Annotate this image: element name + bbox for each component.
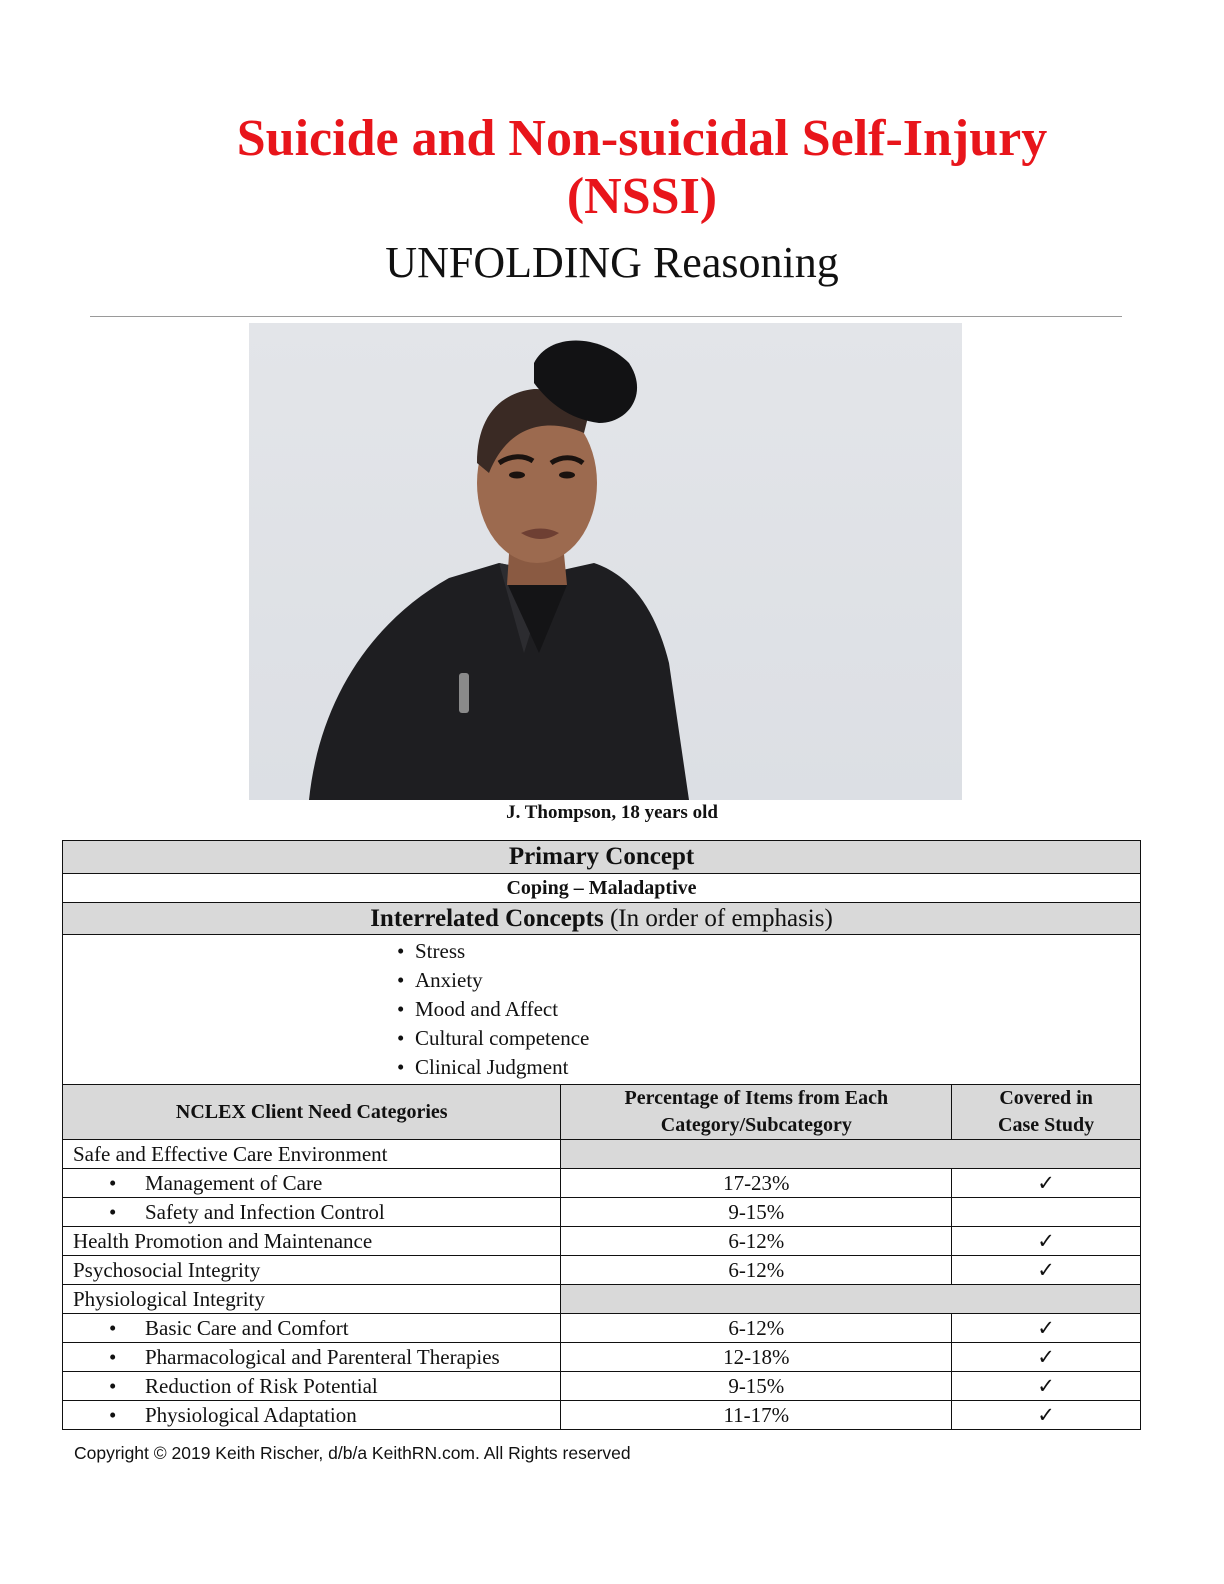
nclex-row	[63, 1314, 1141, 1343]
interrelated-concept-item	[397, 937, 1140, 966]
subtitle-text: UNFOLDING Reasoning	[385, 238, 839, 287]
bullet-icon: •	[109, 1315, 117, 1340]
nclex-category-cell	[63, 1343, 561, 1372]
photo-caption-text: J. Thompson, 18 years old	[506, 802, 718, 823]
nclex-col-covered-line1: Covered in	[999, 1087, 1093, 1109]
patient-photo-illustration	[249, 323, 962, 800]
bullet-icon: •	[397, 1026, 405, 1050]
nclex-row	[63, 1140, 1141, 1169]
checkmark-icon: ✓	[952, 1256, 1141, 1285]
nclex-percent-cell: 6-12%	[561, 1314, 952, 1343]
nclex-percent-cell: 11-17%	[561, 1401, 952, 1430]
nclex-col-covered-line2: Case Study	[998, 1114, 1095, 1136]
nclex-row	[63, 1401, 1141, 1430]
title-line-2: (NSSI)	[566, 168, 718, 225]
interrelated-list-row	[63, 935, 1141, 1085]
nclex-category-label: Pharmacological and Parenteral Therapies	[145, 1344, 500, 1369]
interrelated-concepts-list	[63, 935, 1140, 1084]
interrelated-concept-label: Stress	[415, 939, 466, 963]
title-line-1: Suicide and Non-suicidal Self-Injury	[236, 110, 1048, 167]
document-title	[0, 110, 1224, 226]
nclex-category-cell	[63, 1401, 561, 1430]
document-subtitle	[0, 238, 1224, 288]
bullet-icon: •	[109, 1402, 117, 1427]
bullet-icon: •	[109, 1344, 117, 1369]
nclex-col-covered	[952, 1085, 1141, 1140]
nclex-col-percentage-line1: Percentage of Items from Each	[624, 1087, 889, 1109]
nclex-category-cell	[63, 1256, 561, 1285]
nclex-category-cell	[63, 1140, 561, 1169]
checkmark-icon: ✓	[952, 1343, 1141, 1372]
interrelated-heading-row	[63, 903, 1141, 935]
nclex-percent-cell: 6-12%	[561, 1227, 952, 1256]
nclex-header-row	[63, 1085, 1141, 1140]
nclex-row	[63, 1343, 1141, 1372]
checkmark-icon: ✓	[952, 1169, 1141, 1198]
primary-concept-heading-row	[63, 841, 1141, 874]
interrelated-concept-label: Cultural competence	[415, 1026, 590, 1050]
concepts-table	[62, 840, 1141, 1430]
nclex-shaded-cell	[561, 1285, 1141, 1314]
checkmark-icon: ✓	[952, 1401, 1141, 1430]
nclex-row	[63, 1372, 1141, 1401]
nclex-category-cell	[63, 1372, 561, 1401]
nclex-category-label: Psychosocial Integrity	[73, 1257, 261, 1282]
photo-caption	[0, 802, 1224, 824]
checkmark-icon	[952, 1198, 1141, 1227]
nclex-category-cell	[63, 1227, 561, 1256]
nclex-percent-cell: 17-23%	[561, 1169, 952, 1198]
nclex-category-label: Reduction of Risk Potential	[145, 1373, 378, 1398]
checkmark-icon: ✓	[952, 1314, 1141, 1343]
nclex-percent-cell: 6-12%	[561, 1256, 952, 1285]
bullet-icon: •	[397, 968, 405, 992]
bullet-icon: •	[397, 1055, 405, 1079]
nclex-category-label: Physiological Adaptation	[145, 1402, 357, 1427]
copyright-footer: Copyright © 2019 Keith Rischer, d/b/a KeithRN.com. All Rights reserved	[74, 1443, 631, 1463]
interrelated-concept-label: Anxiety	[415, 968, 483, 992]
nclex-category-cell	[63, 1285, 561, 1314]
nclex-col-percentage	[561, 1085, 952, 1140]
nclex-table-body	[63, 1140, 1141, 1430]
primary-concept-value-row	[63, 874, 1141, 903]
interrelated-heading-note: (In order of emphasis)	[609, 904, 833, 932]
nclex-col-categories: NCLEX Client Need Categories	[63, 1085, 561, 1140]
interrelated-concept-item	[397, 1053, 1140, 1082]
primary-concept-value: Coping – Maladaptive	[63, 874, 1141, 903]
nclex-category-cell	[63, 1169, 561, 1198]
patient-photo	[249, 323, 962, 800]
horizontal-divider	[90, 316, 1122, 317]
bullet-icon: •	[109, 1199, 117, 1224]
interrelated-concept-label: Clinical Judgment	[415, 1055, 569, 1079]
bullet-icon: •	[397, 997, 405, 1021]
nclex-category-label: Safe and Effective Care Environment	[73, 1141, 388, 1166]
checkmark-icon: ✓	[952, 1227, 1141, 1256]
nclex-category-label: Basic Care and Comfort	[145, 1315, 349, 1340]
nclex-row	[63, 1285, 1141, 1314]
bullet-icon: •	[109, 1170, 117, 1195]
checkmark-icon: ✓	[952, 1372, 1141, 1401]
nclex-category-cell	[63, 1198, 561, 1227]
interrelated-heading-label: Interrelated Concepts	[370, 904, 604, 932]
nclex-row	[63, 1227, 1141, 1256]
nclex-category-label: Management of Care	[145, 1170, 323, 1195]
interrelated-concept-item	[397, 1024, 1140, 1053]
nclex-percent-cell: 12-18%	[561, 1343, 952, 1372]
nclex-category-cell	[63, 1314, 561, 1343]
interrelated-concept-label: Mood and Affect	[415, 997, 559, 1021]
interrelated-concept-item	[397, 995, 1140, 1024]
nclex-row	[63, 1256, 1141, 1285]
interrelated-concept-item	[397, 966, 1140, 995]
interrelated-heading	[63, 903, 1141, 935]
nclex-category-label: Safety and Infection Control	[145, 1199, 385, 1224]
nclex-category-label: Health Promotion and Maintenance	[73, 1228, 373, 1253]
bullet-icon: •	[397, 939, 405, 963]
bullet-icon: •	[109, 1373, 117, 1398]
nclex-percent-cell: 9-15%	[561, 1372, 952, 1401]
primary-concept-heading: Primary Concept	[63, 841, 1141, 874]
nclex-category-label: Physiological Integrity	[73, 1286, 265, 1311]
nclex-col-percentage-line2: Category/Subcategory	[660, 1114, 852, 1136]
nclex-row	[63, 1198, 1141, 1227]
nclex-row	[63, 1169, 1141, 1198]
nclex-percent-cell: 9-15%	[561, 1198, 952, 1227]
nclex-shaded-cell	[561, 1140, 1141, 1169]
